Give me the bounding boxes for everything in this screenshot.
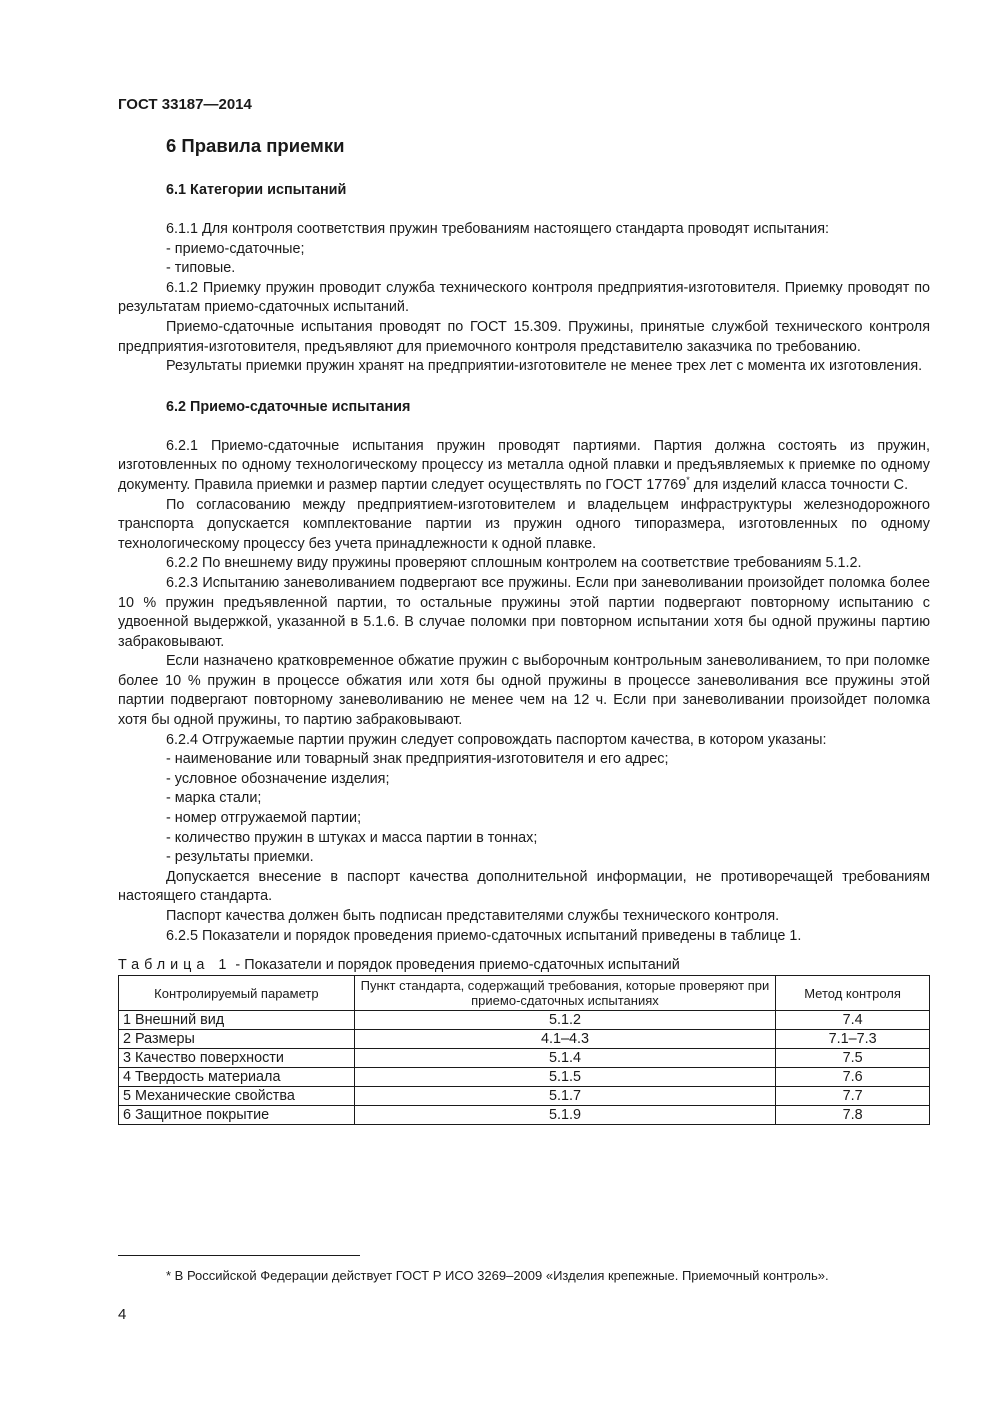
footnote-marker: * <box>686 475 690 486</box>
footnote: * В Российской Федерации действует ГОСТ Р ИСО 3269–2009 «Изделия крепежные. Приемочный контроль». <box>166 1268 829 1283</box>
list-item: - марка стали; <box>166 790 262 807</box>
table-cell: 7.7 <box>776 1087 930 1106</box>
paragraph: Допускается внесение в паспорт качества дополнительной информации, не противоречащей требованиям настоящего стандарта. <box>118 868 930 905</box>
column-header: Пункт стандарта, содержащий требования, которые проверяют при приемо-сдаточных испытаниях <box>354 976 775 1011</box>
footnote-divider <box>118 1255 360 1256</box>
list-item: - количество пружин в штуках и масса партии в тоннах; <box>166 829 538 846</box>
paragraph-6-2-1 <box>118 437 930 496</box>
table-row <box>119 1068 930 1087</box>
table-cell: 6 Защитное покрытие <box>119 1106 355 1125</box>
table-cell: 5.1.2 <box>354 1011 775 1030</box>
table-cell: 3 Качество поверхности <box>119 1049 355 1068</box>
paragraph-6-1-1: 6.1.1 Для контроля соответствия пружин требованиям настоящего стандарта проводят испытания: <box>166 221 829 237</box>
paragraph-6-2-4: 6.2.4 Отгружаемые партии пружин следует сопровождать паспортом качества, в котором указаны: <box>166 731 827 748</box>
table-cell: 7.5 <box>776 1049 930 1068</box>
table-cell: 4.1–4.3 <box>354 1030 775 1049</box>
table-row <box>119 1011 930 1030</box>
column-header: Контролируемый параметр <box>119 976 355 1011</box>
acceptance-tests-table <box>118 975 930 1125</box>
paragraph: Приемо-сдаточные испытания проводят по ГОСТ 15.309. Пружины, принятые службой технического контроля предприятия-изготовителя, предъявляют для приемочного контроля представителю заказчика по требованию. <box>118 318 930 355</box>
document-code-header: ГОСТ 33187—2014 <box>118 96 252 113</box>
table-cell: 1 Внешний вид <box>119 1011 355 1030</box>
table-cell: 7.4 <box>776 1011 930 1030</box>
table-cell: 2 Размеры <box>119 1030 355 1049</box>
paragraph: Результаты приемки пружин хранят на предприятии-изготовителе не менее трех лет с момента их изготовления. <box>166 358 923 375</box>
paragraph-6-2-2: 6.2.2 По внешнему виду пружины проверяют сплошным контролем на соответствие требованиям 5.1.2. <box>166 555 862 572</box>
list-item: - приемо-сдаточные; <box>166 240 305 257</box>
list-item: - наименование или товарный знак предприятия-изготовителя и его адрес; <box>166 751 669 768</box>
table-cell: 5.1.4 <box>354 1049 775 1068</box>
list-item: - результаты приемки. <box>166 849 314 866</box>
paragraph: Если назначено кратковременное обжатие пружин с выборочным контрольным заневоливанием, то при поломке более 10 % пружин в процессе обжатия или хотя бы одной пружины в процессе заневоливания все пружины этой партии подвергают повторному заневоливанию не менее чем на 12 ч. Если при заневоливании произойдет поломка хотя бы одной пружины, то партию забраковывают. <box>118 653 930 729</box>
list-item: - типовые. <box>166 260 236 277</box>
paragraph-text: для изделий класса точности С. <box>689 476 909 493</box>
table-caption-text: - Показатели и порядок проведения приемо-сдаточных испытаний <box>231 957 680 974</box>
subsection-title-6-2: 6.2 Приемо-сдаточные испытания <box>166 398 411 415</box>
table-header-row <box>119 976 930 1011</box>
table-caption <box>118 956 930 975</box>
table-row <box>119 1087 930 1106</box>
table-cell: 7.1–7.3 <box>776 1030 930 1049</box>
paragraph-6-2-3: 6.2.3 Испытанию заневоливанием подвергают все пружины. Если при заневоливании произойдет поломка более 10 % пружин предъявленной партии, то остальные пружины этой партии подвергают повторному испытанию с удвоенной выдержкой, указанной в 5.1.6. В случае поломки при повторном испытании хотя бы одной пружины партию забраковывают. <box>118 574 930 650</box>
list-item: - номер отгружаемой партии; <box>166 810 362 827</box>
section-title: 6 Правила приемки <box>166 135 345 156</box>
table-row <box>119 1049 930 1068</box>
table-cell: 5.1.7 <box>354 1087 775 1106</box>
paragraph: Паспорт качества должен быть подписан представителями службы технического контроля. <box>166 908 780 924</box>
paragraph: По согласованию между предприятием-изготовителем и владельцем инфраструктуры железнодорожного транспорта допускается комплектование партии из пружин одного типоразмера, изготовленных по одному технологическому процессу без учета принадлежности к одной плавке. <box>118 496 930 552</box>
table-cell: 5.1.9 <box>354 1106 775 1125</box>
table-cell: 4 Твердость материала <box>119 1068 355 1087</box>
paragraph-text: 6.2.1 Приемо-сдаточные испытания пружин проводят партиями. Партия должна состоять из пружин, изготовленных по одному технологическому процессу из металла одной плавки и предъявляемых к приемке по одному документу. Правила приемки и размер партии следует осуществлять по ГОСТ 17769 <box>118 437 930 493</box>
column-header: Метод контроля <box>776 976 930 1011</box>
page-number: 4 <box>118 1306 127 1323</box>
table-cell: 5.1.5 <box>354 1068 775 1087</box>
subsection-title-6-1: 6.1 Категории испытаний <box>166 182 347 198</box>
table-cell: 7.6 <box>776 1068 930 1087</box>
page-content <box>118 134 930 1125</box>
paragraph-6-2-5: 6.2.5 Показатели и порядок проведения приемо-сдаточных испытаний приведены в таблице 1. <box>166 927 802 944</box>
table-cell: 5 Механические свойства <box>119 1087 355 1106</box>
list-item: - условное обозначение изделия; <box>166 770 390 787</box>
paragraph-6-1-2: 6.1.2 Приемку пружин проводит служба технического контроля предприятия-изготовителя. Приемку проводят по результатам приемо-сдаточных испытаний. <box>118 279 930 316</box>
table-row <box>119 1030 930 1049</box>
table-cell: 7.8 <box>776 1106 930 1125</box>
table-caption-label: Таблица 1 <box>118 957 232 974</box>
table-row <box>119 1106 930 1125</box>
